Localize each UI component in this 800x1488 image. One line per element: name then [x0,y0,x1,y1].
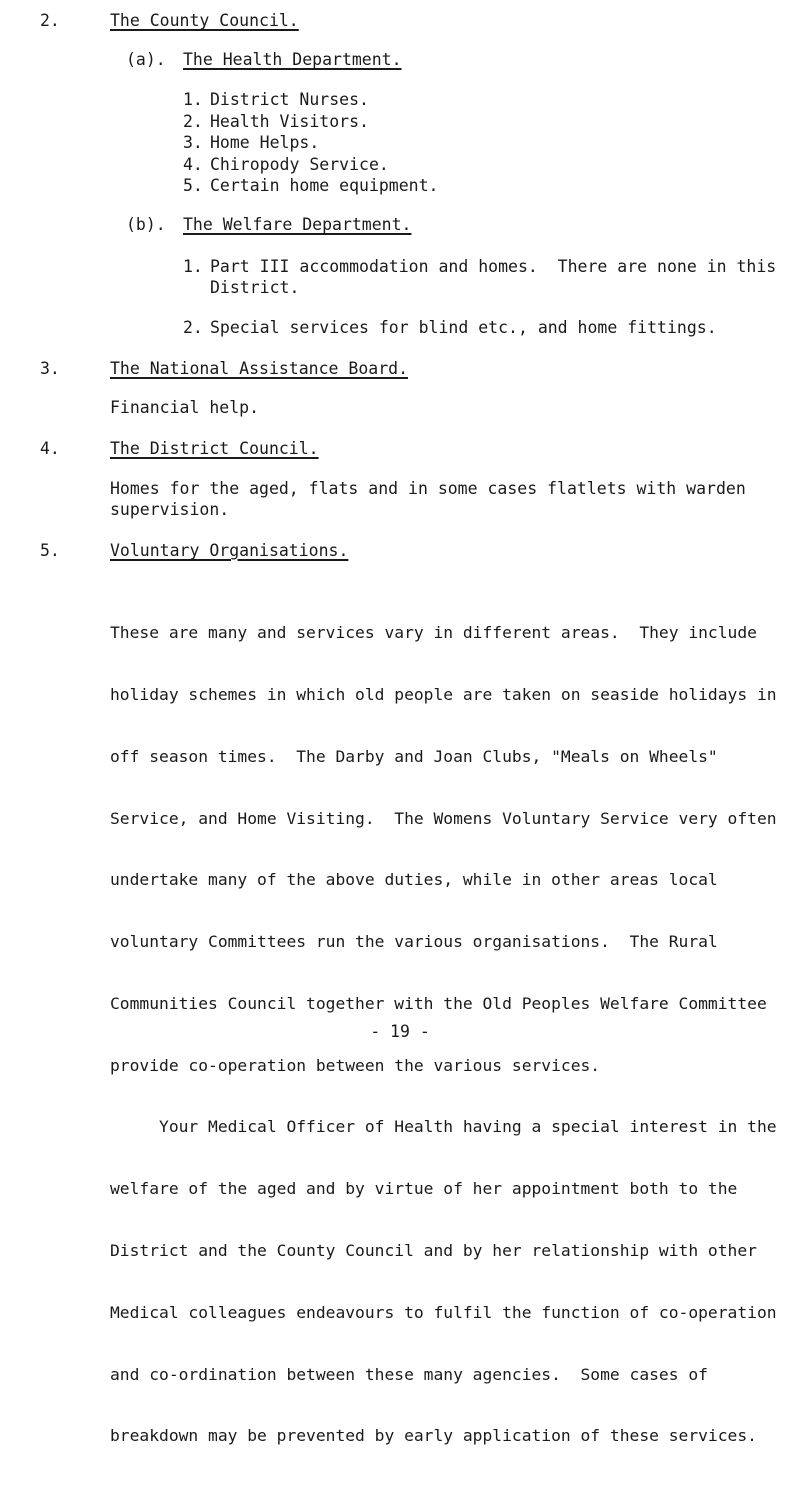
section-body-text: Financial help. [110,398,260,417]
paragraph-line: Your Medical Officer of Health having a special interest in the [110,1117,777,1137]
list-item: Certain home equipment. [210,176,439,195]
paragraph-line: Communities Council together with the Old Peoples Welfare Committee [110,993,767,1013]
list-item: Part III accommodation and homes. There are none in this [210,257,777,276]
list-item-number: 2. [183,318,203,337]
list-item-number: 2. [183,112,203,131]
list-item-continuation: District. [210,278,300,297]
section-number-2: 2. [40,11,60,30]
list-item: Chiropody Service. [210,155,389,174]
paragraph-line: undertake many of the above duties, while in other areas local [110,870,718,890]
list-item-number: 4. [183,155,203,174]
subsection-label-b: (b). [126,215,166,234]
subsection-title-welfare-department: The Welfare Department. [183,215,412,234]
paragraph-line: holiday schemes in which old people are taken on seaside holidays in [110,684,777,704]
page-number: - 19 - [370,1022,430,1041]
paragraph-line: provide co-operation between the various services. [110,1055,601,1075]
paragraph-line: District and the County Council and by her relationship with other [110,1241,757,1260]
list-item-number: 3. [183,133,203,152]
section-number-4: 4. [40,439,60,458]
subsection-label-a: (a). [126,50,166,69]
paragraph-line: voluntary Committees run the various organisations. The Rural [110,932,718,952]
section-number-5: 5. [40,541,60,560]
paragraph-line: These are many and services vary in different areas. They include [110,623,757,643]
section-title-national-assistance-board: The National Assistance Board. [110,359,409,378]
list-item-number: 1. [183,257,203,276]
paragraph-line: Medical colleagues endeavours to fulfil the function of co-operation [110,1302,777,1322]
section-number-3: 3. [40,359,60,378]
section-title-county-council: The County Council. [110,11,299,30]
list-item-number: 5. [183,176,203,195]
list-item-number: 1. [183,90,203,109]
paragraph-line: Service, and Home Visiting. The Womens Voluntary Service very often [110,808,777,828]
section-title-district-council: The District Council. [110,439,319,458]
subsection-title-health-department: The Health Department. [183,50,402,69]
paragraph-line: breakdown may be prevented by early application of these services. [110,1426,757,1446]
list-item: Health Visitors. [210,112,369,131]
paragraph-line: welfare of the aged and by virtue of her appointment both to the [110,1179,738,1199]
list-item: District Nurses. [210,90,369,109]
list-item: Home Helps. [210,133,320,152]
section-body-text-continuation: supervision. [110,500,230,519]
paragraph-line: off season times. The Darby and Joan Clubs, "Meals on Wheels" [110,746,718,766]
section-title-voluntary-organisations: Voluntary Organisations. [110,541,349,560]
paragraph-line: and co-ordination between these many agencies. Some cases of [110,1364,708,1384]
list-item: Special services for blind etc., and home fittings. [210,318,717,337]
section-body-text: Homes for the aged, flats and in some cases flatlets with warden [110,479,746,498]
